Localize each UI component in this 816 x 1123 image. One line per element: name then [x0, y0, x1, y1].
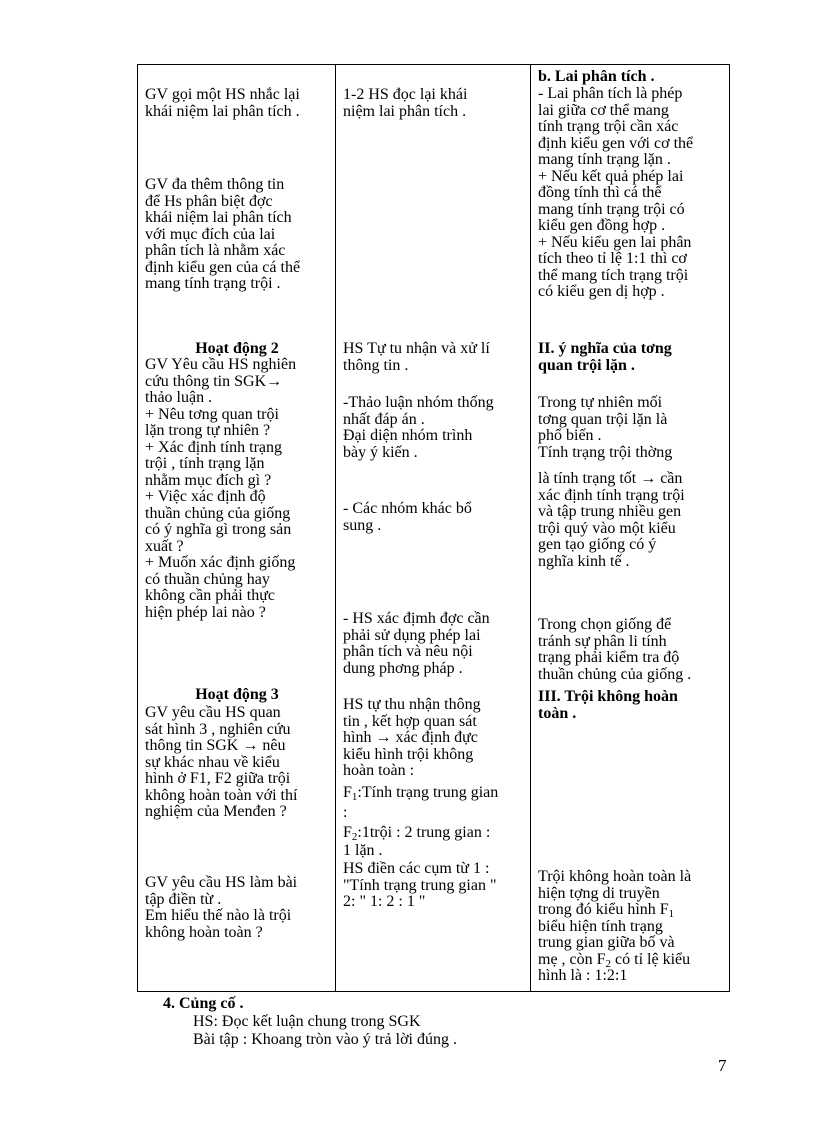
text-line: phổ biến . [538, 427, 602, 444]
text-line: nghiệm của Menđen ? [145, 803, 287, 820]
text-line: + Nêu tơng quan trội [145, 405, 279, 423]
f2-label: F [343, 824, 352, 841]
text-line: bày ý kiến . [343, 443, 418, 461]
c3-line-5: trung gian giữa bố và [538, 934, 675, 951]
text-line: khái niệm lai phân tích [145, 209, 292, 226]
f1-subscript-c3: 1 [668, 908, 675, 920]
text-line: có ý nghĩa gì trong sản [145, 521, 292, 538]
text-line: GV yêu cầu HS làm bài [145, 874, 298, 891]
text-line: sung . [343, 516, 382, 534]
c2-block-6 [343, 697, 524, 780]
text-line: GV yêu cầu HS quan [145, 704, 281, 721]
c1-block-2 [145, 177, 329, 293]
text-line: toàn . [538, 704, 577, 722]
text-line: III. Trội không hoàn [538, 688, 678, 705]
text-line: nhất đáp án . [343, 410, 425, 428]
text-line: gen tạo giống có ý [538, 536, 657, 553]
text-line: + Xác định tính trạng [145, 438, 282, 456]
text-line: trạng phải kiểm tra độ [538, 649, 680, 666]
text-line: GV gọi một HS nhắc lại [145, 86, 300, 103]
f1-text: :Tính trạng trung gian [357, 784, 499, 801]
text-line: để Hs phân biệt đợc [145, 192, 273, 210]
text-line: hoàn toàn : [343, 762, 415, 779]
text-line: thông tin SGK → nêu [145, 737, 286, 754]
section-iii-heading [538, 689, 723, 722]
text-line: không hoàn toàn với thí [145, 786, 298, 804]
text-line: sự khác nhau về kiểu [145, 753, 280, 771]
text-line: hình → xác định đực [343, 729, 478, 746]
text-line: Trong tự nhiên mối [538, 394, 663, 411]
text-line: và tập trung nhiều gen [538, 503, 682, 520]
c3-line-6: mẹ , còn $F_2$ có tỉ lệ kiểu [538, 950, 691, 970]
text-line: thuần chủng của giống . [538, 665, 692, 683]
text-line: kiểu gen đồng hợp . [538, 217, 666, 234]
consolidation-heading: 4. Củng cố . [163, 995, 244, 1012]
text-line: HS tự thu nhận thông [343, 696, 481, 713]
text-line: lặn trong tự nhiên ? [145, 422, 271, 439]
c1-block-3 [145, 357, 329, 621]
text-line: + Việc xác định độ [145, 488, 266, 505]
text-line: - HS xác địmh đợc cần [343, 610, 490, 627]
section-b-heading: b. Lai phân tích . [538, 68, 655, 85]
c3-line-2: hiện tợng di truyền [538, 884, 660, 902]
text-line: II. ý nghĩa của tơng [538, 340, 672, 357]
text-line: tránh sự phân li tính [538, 632, 667, 650]
text-line: phân tích và nêu nội [343, 643, 473, 660]
activity-2-heading: Hoạt động 2 [195, 340, 279, 357]
text-line: HS Tự tu nhận và xử lí [343, 340, 490, 357]
text-line: "Tính trạng trung gian " [343, 876, 497, 894]
student-activity-column [336, 65, 531, 992]
text-line: - Lai phân tích là phép [538, 85, 683, 102]
c3-block-3 [538, 471, 723, 570]
text-line: không cần phải thực [145, 587, 275, 604]
text-line: thông tin . [343, 356, 409, 374]
c3-block-4 [538, 617, 723, 683]
text-line: 2: " 1: 2 : 1 " [343, 893, 426, 910]
text-line: có kiểu gen dị hợp . [538, 283, 665, 300]
text-line: Tính trạng trội thờng [538, 443, 673, 461]
c2-block-1 [343, 87, 524, 120]
f1-subscript: 1 [351, 791, 358, 803]
c3-line-3: trong đó kiểu hình $F_1$ [538, 901, 675, 920]
text-line: mang tính trạng trội . [145, 275, 281, 292]
c2-block-5 [343, 611, 524, 677]
c1-block-4 [145, 705, 329, 821]
text-line: với mục đích của lai [145, 225, 276, 243]
text-line: GV đa thêm thông tin [145, 176, 285, 193]
text-line: mang tính trạng trội có [538, 200, 685, 218]
activity-3-heading: Hoạt động 3 [195, 686, 279, 703]
c3-line-1: Trội không hoàn toàn là [538, 868, 692, 885]
text-line: + Nếu kết quả phép lai [538, 167, 684, 185]
text-line: định kiểu gen của cá thể [145, 258, 301, 276]
c3-line-4: biểu hiện tính trạng [538, 917, 663, 935]
f2-subscript-c3: 2 [605, 957, 612, 970]
text-line: hiện phép lai nào ? [145, 603, 266, 621]
c1-block-1 [145, 87, 329, 120]
text-line: HS điền các cụm từ 1 : [343, 860, 490, 877]
teacher-activity-column [138, 65, 336, 992]
f1-label: F [343, 784, 352, 801]
c3-block-5 [538, 869, 723, 985]
ratio-tail: 1 lặn . [343, 842, 383, 859]
text-line: có thuần chủng hay [145, 570, 270, 588]
text-line: phân tích là nhằm xác [145, 242, 286, 259]
text-line: tơng quan trội lặn là [538, 410, 668, 428]
text-line: tích theo tỉ lệ 1:1 thì cơ [538, 250, 687, 267]
text-line: đồng tính thì cá thể [538, 184, 662, 201]
text-line: sát hình 3 , nghiên cứu [145, 720, 291, 738]
text-line: kiểu hình trội không [343, 745, 474, 763]
text-line: Trong chọn giống để [538, 616, 672, 633]
content-column [531, 65, 730, 992]
text-line: lai giữa cơ thể mang [538, 101, 669, 119]
section-ii-heading [538, 341, 723, 374]
c3-block-1 [538, 86, 723, 301]
text-line: niệm lai phân tích . [343, 102, 467, 120]
text-line: Đại diện nhóm trình [343, 427, 473, 444]
text-line: không hoàn toàn ? [145, 923, 263, 941]
text-line: là tính trạng tốt → cần [538, 470, 683, 487]
text-line: thể mang tích trạng trội [538, 266, 689, 284]
text-line: phải sử dụng phép lai [343, 626, 481, 644]
f2-text: :1trội : 2 trung gian : [357, 824, 491, 841]
text-line: trội , tính trạng lặn [145, 455, 265, 472]
text-line: xuất ? [145, 537, 184, 555]
c2-block-3 [343, 395, 524, 461]
text-line: Em hiểu thế nào là trội [145, 907, 292, 924]
c2-block-7 [343, 861, 524, 911]
c2-block-2 [343, 341, 524, 374]
text-line: nhằm mục đích gì ? [145, 471, 272, 489]
f2-subscript: 2 [351, 831, 358, 843]
text-line: quan trội lặn . [538, 356, 635, 374]
text-line: tập điền từ . [145, 890, 222, 908]
text-line: mang tính trạng lặn . [538, 151, 671, 168]
text-line: + Nếu kiểu gen lai phân [538, 233, 692, 251]
text-line: -Thảo luận nhóm thống [343, 394, 494, 411]
lesson-table [137, 64, 730, 992]
text-line: xác định tính trạng trội [538, 486, 685, 504]
text-line: thuần chủng của giống [145, 504, 291, 522]
f1-line [343, 785, 524, 802]
consolidation-line-1: HS: Đọc kết luận chung trong SGK [193, 1013, 421, 1030]
text-line: tính trạng trội cần xác [538, 118, 679, 135]
text-line: + Muốn xác định giống [145, 554, 296, 571]
c3-block-2 [538, 395, 723, 461]
page-number: 7 [718, 1056, 727, 1075]
f2-line [343, 825, 524, 842]
text-line: GV Yêu cầu HS nghiên [145, 356, 297, 373]
c1-block-5 [145, 875, 329, 941]
text-line: trội quý vào một kiểu [538, 519, 676, 537]
text-line: dung phơng pháp . [343, 659, 463, 677]
text-line: định kiểu gen với cơ thể [538, 134, 694, 152]
text-line: hình ở F1, F2 giữa trội [145, 770, 291, 787]
consolidation-line-2: Bài tập : Khoang tròn vào ý trả lời đúng . [193, 1031, 457, 1048]
text-line: tin , kết hợp quan sát [343, 712, 477, 730]
text-line: khái niệm lai phân tích . [145, 102, 300, 120]
c3-line-7: hình là : 1:2:1 [538, 967, 628, 984]
text-line: 1-2 HS đọc lại khái [343, 86, 468, 103]
text-line: - Các nhóm khác bổ [343, 500, 472, 517]
text-line: nghĩa kinh tế . [538, 552, 630, 570]
text-line: thảo luận . [145, 389, 213, 406]
c2-block-4 [343, 501, 524, 534]
text-line: cứu thông tin SGK→ [145, 372, 283, 390]
colon-line: : [343, 804, 348, 821]
